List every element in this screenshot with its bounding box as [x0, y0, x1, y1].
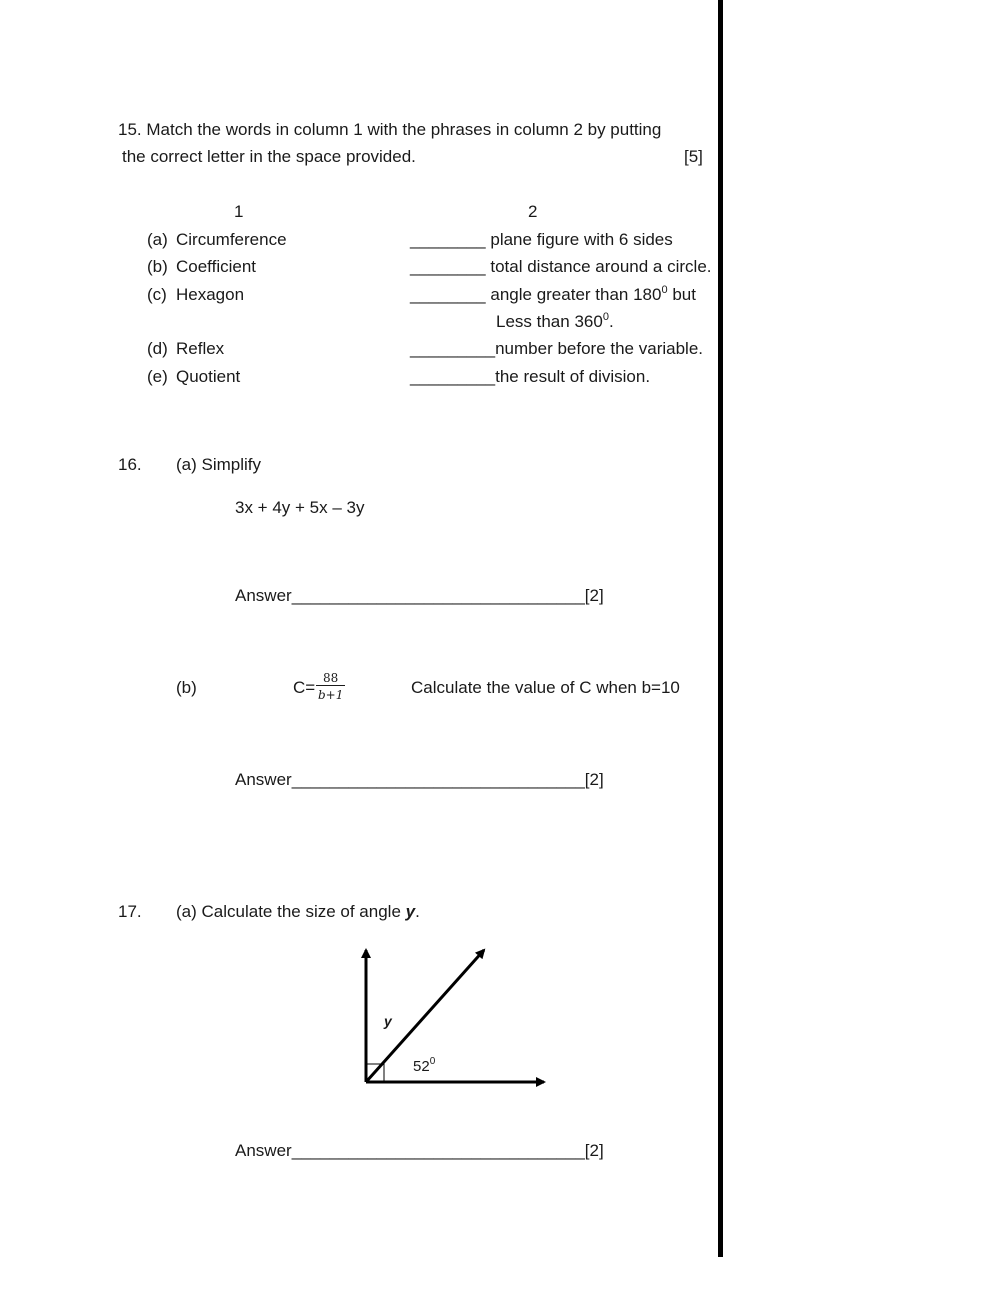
phrase-text: number before the variable. [495, 339, 703, 358]
match-row-3-continued [496, 312, 614, 332]
marks: [2] [584, 770, 604, 789]
match-row-5 [410, 367, 650, 387]
term-word-e: Quotient [176, 367, 241, 386]
q16-part-a-label: (a) Simplify [176, 455, 262, 474]
phrase-text: the result of division. [495, 367, 651, 386]
q17a-answer [235, 1141, 604, 1161]
answer-label: Answer [235, 586, 292, 605]
q16a-answer [235, 586, 604, 606]
angle-label-52 [413, 1056, 436, 1075]
q15-marks: [5] [684, 147, 703, 166]
q16-part-b-instruction: Calculate the value of C when b=10 [411, 678, 680, 697]
period: . [415, 902, 420, 921]
term-letter-c: (c) [147, 285, 167, 304]
answer-blank[interactable]: ________ [410, 257, 486, 276]
term-letter-e: (e) [147, 367, 168, 386]
answer-blank[interactable]: ________ [410, 230, 486, 249]
match-row-4 [410, 339, 703, 359]
term-letter-b: (b) [147, 257, 168, 276]
term-word-b: Coefficient [176, 257, 257, 276]
fraction-denominator: b+1 [318, 688, 344, 702]
phrase-text: . [608, 312, 614, 331]
q17-part-a-text: (a) Calculate the size of angle [176, 902, 406, 921]
answer-line[interactable]: _______________________________ [291, 586, 585, 605]
answer-blank[interactable]: _________ [410, 367, 496, 386]
term-word-a: Circumference [176, 230, 287, 249]
term-word-d: Reflex [176, 339, 225, 358]
degree-superscript: 0 [429, 1056, 436, 1067]
degree-superscript: 0 [661, 284, 668, 296]
column-2-header: 2 [528, 202, 538, 221]
answer-label: Answer [235, 1141, 292, 1160]
match-row-1 [410, 230, 673, 250]
q16-part-b-label: (b) [176, 678, 197, 697]
degree-superscript: 0 [602, 311, 609, 323]
angle-value: 52 [413, 1058, 430, 1075]
q16-expression: 3x + 4y + 5x – 3y [235, 498, 365, 517]
angle-label-y: y [384, 1013, 392, 1029]
answer-blank[interactable]: _________ [410, 339, 496, 358]
marks: [2] [584, 1141, 604, 1160]
match-row-3 [410, 285, 696, 305]
answer-line[interactable]: _______________________________ [291, 770, 585, 789]
phrase-text: but [667, 285, 696, 304]
formula-fraction [316, 671, 345, 702]
formula-lhs: C= [293, 678, 316, 697]
angle-variable: y [405, 902, 416, 921]
phrase-text: Less than 360 [496, 312, 603, 331]
phrase-text: plane figure with 6 sides [490, 230, 673, 249]
angle-diagram [350, 940, 560, 1100]
term-word-c: Hexagon [176, 285, 245, 304]
phrase-text: angle greater than 180 [490, 285, 662, 304]
marks: [2] [584, 586, 604, 605]
match-row-2 [410, 257, 712, 277]
q17-part-a [176, 902, 420, 922]
margin-rule [718, 0, 723, 1257]
fraction-numerator: 88 [316, 671, 345, 686]
column-1-header: 1 [234, 202, 244, 221]
q16-number: 16. [118, 455, 142, 474]
answer-line[interactable]: _______________________________ [291, 1141, 585, 1160]
q15-instruction-line2: the correct letter in the space provided. [122, 147, 416, 166]
term-letter-a: (a) [147, 230, 168, 249]
q15-instruction-line1: 15. Match the words in column 1 with the phrases in column 2 by putting [118, 120, 662, 139]
q16b-answer [235, 770, 604, 790]
phrase-text: total distance around a circle. [490, 257, 712, 276]
answer-label: Answer [235, 770, 292, 789]
q17-number: 17. [118, 902, 142, 921]
term-letter-d: (d) [147, 339, 168, 358]
answer-blank[interactable]: ________ [410, 285, 486, 304]
